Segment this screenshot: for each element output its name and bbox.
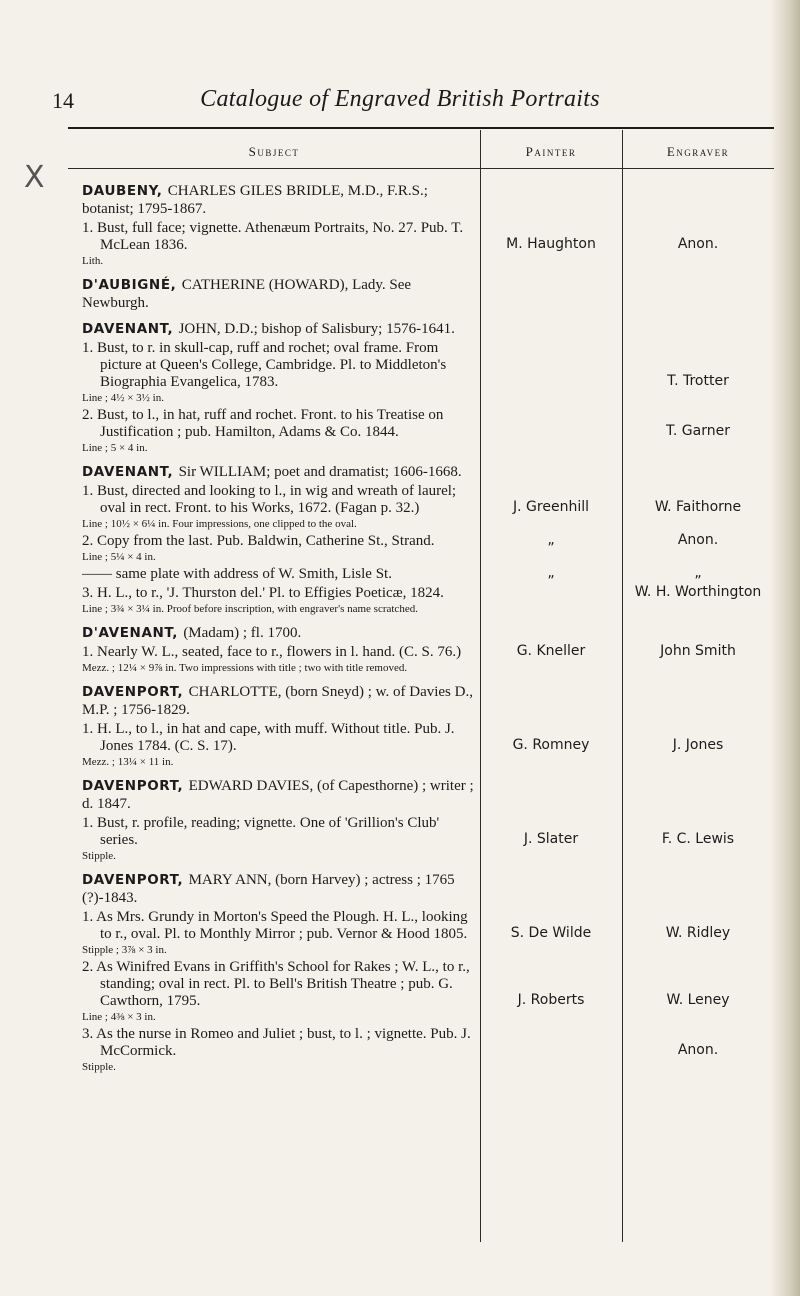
running-title: Catalogue of Engraved British Portraits [200, 86, 600, 112]
engraver-name: F. C. Lewis [661, 831, 735, 847]
entry [82, 182, 474, 276]
entry-description: (Madam) ; fl. 1700. [183, 625, 302, 641]
engraver-name: John Smith [660, 643, 736, 659]
entry-description: EDWARD DAVIES, (of Capesthorne) ; writer ; d. 1847. [82, 778, 474, 812]
entry-name: DAVENANT, [82, 321, 179, 337]
portrait-item: 1. Bust, r. profile, reading; vignette. One of 'Grillion's Club' series. [82, 815, 440, 848]
painter-name: G. Kneller [516, 643, 586, 659]
column-header-painter: Painter [525, 144, 577, 159]
item-note: Lith. [82, 255, 104, 267]
engraver-name: Anon. [677, 532, 719, 548]
entry-name: DAUBENY, [82, 183, 168, 199]
entry-heading [82, 624, 474, 642]
spacer [82, 863, 474, 871]
portrait-item: 1. Bust, to r. in skull-cap, ruff and rochet; oval frame. From picture at Queen's College, Cambridge. Pl. to Middleton's Biographia Evangelica, 1783. [82, 340, 447, 390]
entry-name: DAVENPORT, [82, 778, 189, 794]
entry-name: DAVENANT, [82, 464, 179, 480]
entry-description: JOHN, D.D.; bishop of Salisbury; 1576-1641. [178, 321, 455, 337]
painter-name: J. Roberts [517, 992, 585, 1008]
column-divider [622, 130, 623, 1242]
top-rule [68, 127, 774, 129]
spacer [82, 769, 474, 777]
entry [82, 276, 474, 320]
painter-name: „ [547, 565, 555, 581]
entry-name: DAVENPORT, [82, 684, 189, 700]
engraver-name: J. Jones [672, 737, 724, 753]
engraver-name: T. Garner [666, 423, 730, 439]
engraver-name: W. Ridley [665, 925, 731, 941]
entry-heading [82, 777, 474, 813]
portrait-item: 2. As Winifred Evans in Griffith's School for Rakes ; W. L., to r., standing; oval in rect. Pl. to Bell's British Theatre ; pub. G. Cawthorn, 1795. [82, 959, 470, 1009]
painter-name: G. Romney [512, 737, 590, 753]
spacer [82, 675, 474, 683]
entry-heading [82, 683, 474, 719]
header-rule [68, 168, 774, 169]
page-number: 14 [52, 88, 74, 113]
item-note: Stipple ; 3⅞ × 3 in. [82, 944, 167, 956]
painter-name: S. De Wilde [510, 925, 592, 941]
portrait-item: 1. Bust, full face; vignette. Athenæum Portraits, No. 27. Pub. T. McLean 1836. [82, 220, 464, 253]
portrait-item: 1. Nearly W. L., seated, face to r., flowers in l. hand. (C. S. 76.) [82, 644, 462, 660]
portrait-item: 2. Copy from the last. Pub. Baldwin, Catherine St., Strand. [82, 533, 435, 549]
entry-heading [82, 276, 474, 312]
entry [82, 463, 474, 624]
entry [82, 683, 474, 777]
portrait-item: 1. Bust, directed and looking to l., in wig and wreath of laurel; oval in rect. Front. to his Works, 1672. (Fagan p. 32.) [82, 483, 457, 516]
column-header-engraver: Engraver [666, 144, 730, 159]
entry-heading [82, 871, 474, 907]
engraver-name: Anon. [677, 1042, 719, 1058]
entry-description: Sir WILLIAM; poet and dramatist; 1606-1668. [178, 464, 462, 480]
entry [82, 320, 474, 463]
entry-description: CHARLOTTE, (born Sneyd) ; w. of Davies D., M.P. ; 1756-1829. [82, 684, 473, 718]
portrait-item: 3. H. L., to r., 'J. Thurston del.' Pl. to Effigies Poeticæ, 1824. [82, 585, 444, 601]
column-divider [480, 130, 481, 1242]
portrait-item: 1. As Mrs. Grundy in Morton's Speed the Plough. H. L., looking to r., oval. Pl. to Monthly Mirror ; pub. Vernor & Hood 1805. [82, 909, 468, 942]
entry-description: CATHERINE (HOWARD), Lady. See Newburgh. [82, 277, 412, 311]
painter-name: M. Haughton [506, 236, 596, 252]
entry-description: CHARLES GILES BRIDLE, M.D., F.R.S.; botanist; 1795-1867. [82, 183, 428, 217]
entry-heading [82, 463, 474, 481]
entry-heading [82, 320, 474, 338]
engraver-name: Anon. [677, 236, 719, 252]
page-edge-shadow [770, 0, 800, 1296]
engraver-name: W. H. Worthington [634, 584, 762, 600]
item-note: Line ; 4½ × 3½ in. [82, 392, 164, 404]
item-note: Mezz. ; 12¼ × 9⅞ in. Two impressions with title ; two with title removed. [82, 662, 408, 674]
spacer [82, 1074, 474, 1082]
painter-name: J. Slater [523, 831, 579, 847]
entry-name: DAVENPORT, [82, 872, 189, 888]
margin-annotation: X [24, 160, 45, 195]
item-note: Stipple. [82, 850, 116, 862]
portrait-item: 2. Bust, to l., in hat, ruff and rochet. Front. to his Treatise on Justification ; pub. Hamilton, Adams & Co. 1844. [82, 407, 444, 440]
painter-name: J. Greenhill [513, 499, 589, 515]
entry-name: D'AVENANT, [82, 625, 184, 641]
painter-name: „ [547, 532, 555, 548]
item-note: Line ; 10½ × 6¼ in. Four impressions, one clipped to the oval. [82, 518, 357, 530]
spacer [82, 312, 474, 320]
entry [82, 624, 474, 683]
entry-heading [82, 182, 474, 218]
column-header-subject: Subject [248, 144, 300, 159]
entry-name: D'AUBIGNÉ, [82, 277, 182, 293]
engraver-name: „ [694, 565, 702, 581]
spacer [82, 616, 474, 624]
entry-description: MARY ANN, (born Harvey) ; actress ; 1765 (?)-1843. [82, 872, 455, 906]
subject-column [82, 182, 474, 1082]
entry [82, 777, 474, 871]
item-note: Line ; 3¾ × 3¼ in. Proof before inscription, with engraver's name scratched. [82, 603, 418, 615]
portrait-item: —— same plate with address of W. Smith, Lisle St. [82, 566, 392, 582]
spacer [82, 268, 474, 276]
item-note: Line ; 5 × 4 in. [82, 442, 148, 454]
entry [82, 871, 474, 1082]
item-note: Mezz. ; 13¼ × 11 in. [82, 756, 174, 768]
item-note: Stipple. [82, 1061, 116, 1073]
engraver-name: W. Leney [666, 992, 730, 1008]
portrait-item: 1. H. L., to l., in hat and cape, with muff. Without title. Pub. J. Jones 1784. (C. S. 17). [82, 721, 455, 754]
engraver-name: W. Faithorne [654, 499, 742, 515]
portrait-item: 3. As the nurse in Romeo and Juliet ; bust, to l. ; vignette. Pub. J. McCormick. [82, 1026, 471, 1059]
engraver-name: T. Trotter [667, 373, 729, 389]
item-note: Line ; 4⅜ × 3 in. [82, 1011, 156, 1023]
spacer [82, 455, 474, 463]
item-note: Line ; 5¼ × 4 in. [82, 551, 156, 563]
